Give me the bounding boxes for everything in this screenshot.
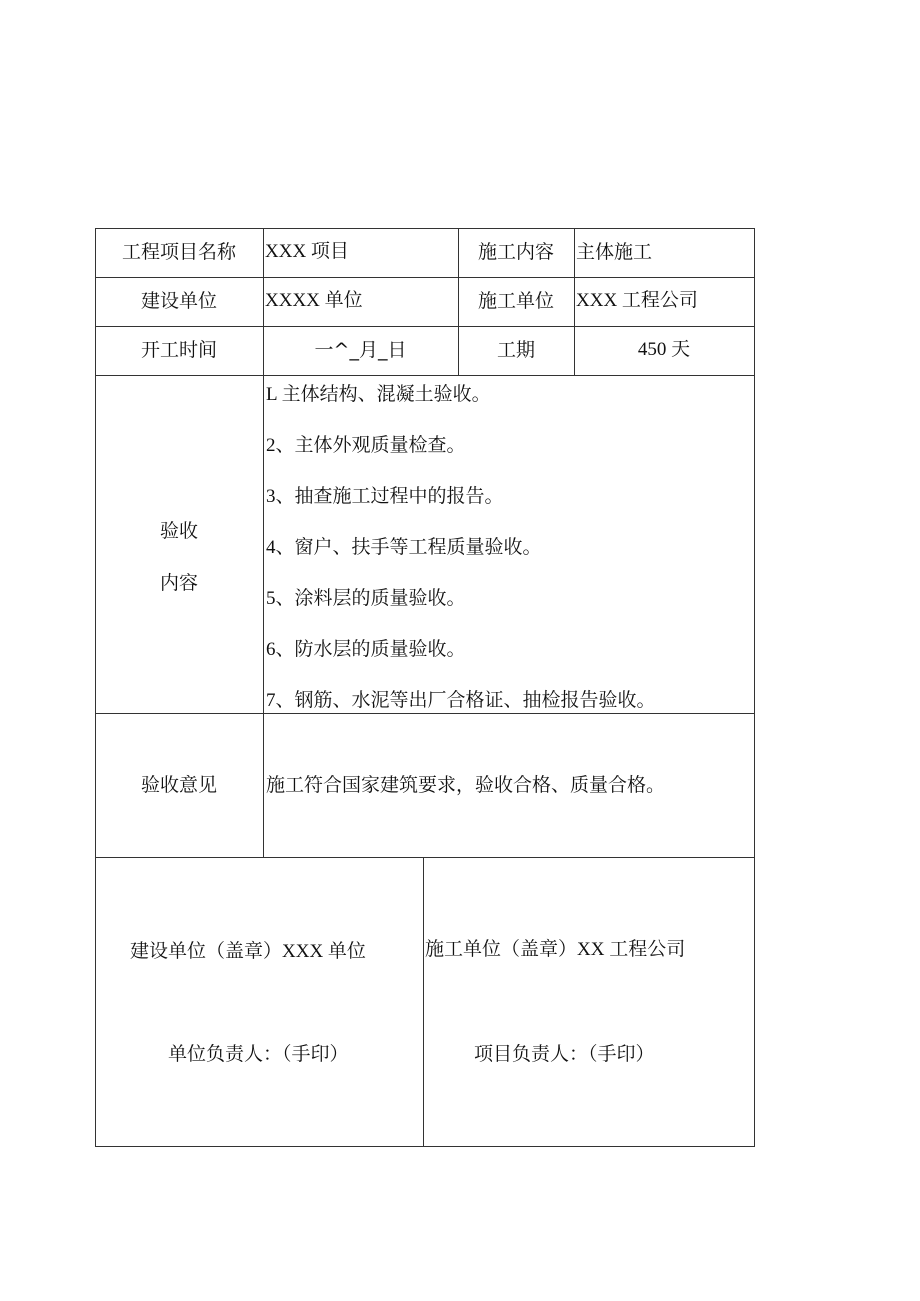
acceptance-item: 6、防水层的质量验收。	[266, 639, 466, 660]
start-date-value: 一^_月_日	[314, 339, 407, 362]
acceptance-item: 5、涂料层的质量验收。	[266, 588, 466, 609]
acceptance-opinion-label: 验收意见	[140, 773, 217, 796]
project-responsible-person-text: 项目负责人：（手印）	[474, 1043, 655, 1065]
contractor-unit-value: XXX 工程公司	[576, 290, 698, 312]
acceptance-content-label-line2: 内容	[159, 572, 198, 594]
acceptance-item: 2、主体外观质量检查。	[266, 435, 466, 456]
acceptance-item: 3、抽查施工过程中的报告。	[266, 486, 504, 507]
construction-content-value: 主体施工	[576, 241, 653, 264]
builder-unit-seal-text: 建设单位（盖章）XXX 单位	[130, 941, 366, 962]
construction-content-label: 施工内容	[477, 241, 554, 264]
acceptance-item: 4、窗户、扶手等工程质量验收。	[266, 537, 542, 558]
acceptance-content-label-line1: 验收	[159, 520, 198, 542]
builder-unit-label: 建设单位	[140, 290, 217, 313]
table-border-right	[754, 228, 755, 1147]
project-name-label: 工程项目名称	[121, 241, 236, 264]
table-row-divider	[95, 857, 755, 858]
acceptance-content-list	[266, 383, 750, 740]
acceptance-opinion-text: 施工符合国家建筑要求，验收合格、质量合格。	[266, 773, 666, 796]
duration-label: 工期	[496, 339, 535, 362]
builder-responsible-person-text: 单位负责人：（手印）	[168, 1043, 349, 1065]
acceptance-item: L 主体结构、混凝土验收。	[266, 384, 491, 405]
signature-column-divider	[423, 857, 424, 1147]
table-column-divider	[263, 228, 264, 857]
contractor-unit-seal-text: 施工单位（盖章）XX 工程公司	[425, 939, 686, 960]
builder-unit-value: XXXX 单位	[265, 290, 363, 312]
duration-value: 450 天	[637, 339, 691, 361]
table-row-divider	[95, 375, 755, 376]
start-date-label: 开工时间	[140, 339, 217, 362]
contractor-unit-label: 施工单位	[477, 290, 554, 313]
table-border-bottom	[95, 1146, 755, 1147]
acceptance-item: 7、钢筋、水泥等出厂合格证、抽检报告验收。	[266, 690, 656, 711]
acceptance-content-label	[95, 505, 263, 609]
project-name-value: XXX 项目	[265, 241, 349, 263]
